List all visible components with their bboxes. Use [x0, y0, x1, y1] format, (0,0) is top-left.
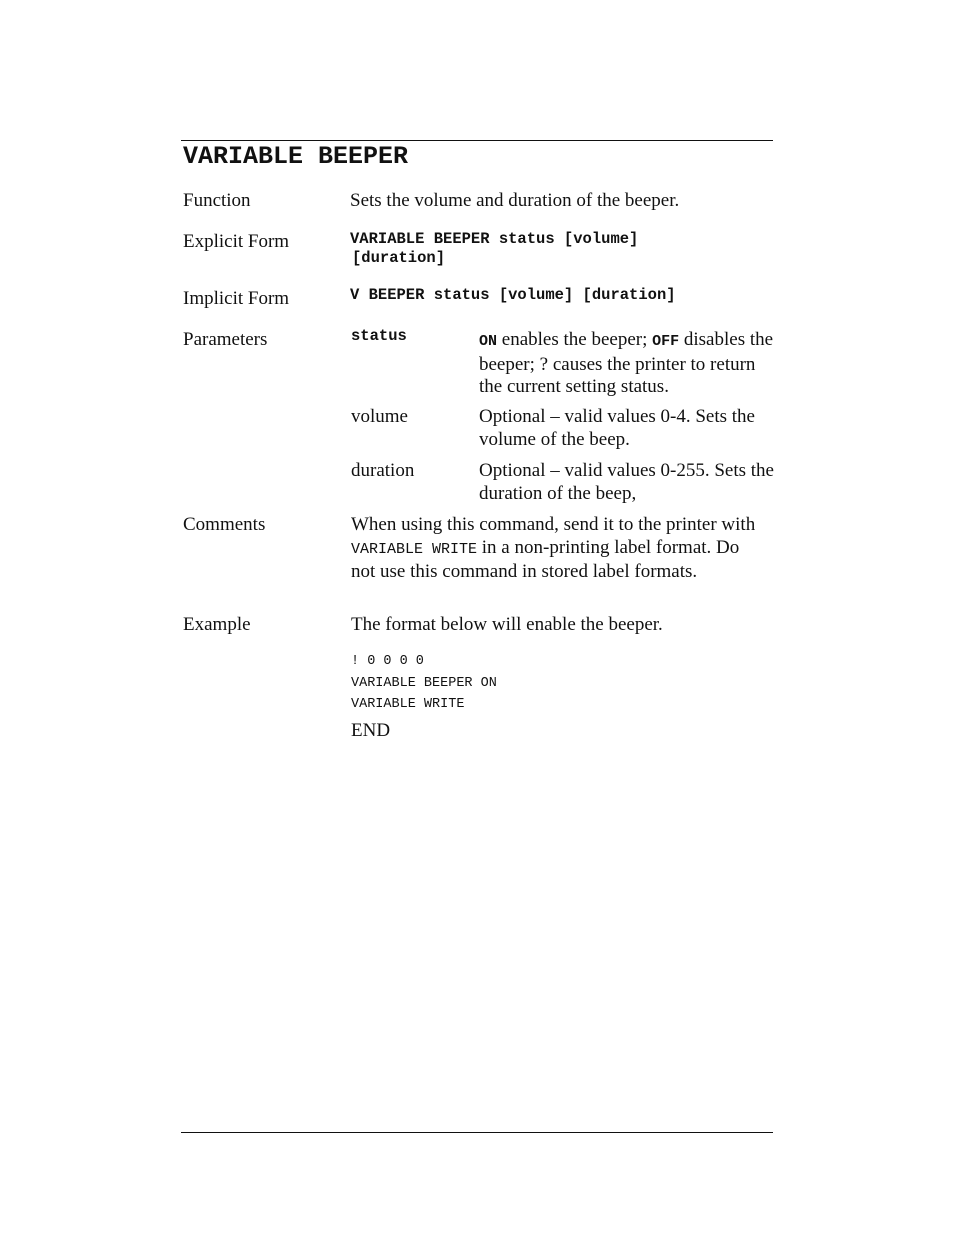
param-duration-name: duration [351, 460, 415, 481]
example-code-line-3: VARIABLE WRITE [351, 697, 465, 712]
function-label: Function [183, 190, 251, 211]
example-end: END [351, 720, 391, 741]
implicit-form-label: Implicit Form [183, 288, 290, 309]
param-status-name: status [351, 327, 407, 345]
parameters-label: Parameters [183, 329, 268, 350]
param-duration-desc: Optional – valid values 0-255. Sets the duration of the beep, [479, 460, 774, 504]
example-code-line-2: VARIABLE BEEPER ON [351, 676, 497, 691]
function-text: Sets the volume and duration of the beeper. [350, 190, 680, 211]
implicit-form-text: V BEEPER status [volume] [duration] [350, 286, 676, 304]
bottom-rule [181, 1132, 773, 1133]
example-label: Example [183, 614, 251, 635]
param-volume-name: volume [351, 406, 408, 427]
example-text: The format below will enable the beeper. [351, 614, 663, 635]
param-status-desc: ON enables the beeper; OFF disables the beeper; ? causes the printer to return the current setting status. [479, 329, 774, 397]
off-keyword: OFF [652, 333, 680, 350]
explicit-form-label: Explicit Form [183, 231, 290, 252]
explicit-form-line-1: VARIABLE BEEPER status [volume] [350, 230, 639, 248]
comments-label: Comments [183, 514, 266, 535]
top-rule [181, 140, 773, 141]
on-keyword: ON [479, 333, 498, 350]
comments-code: VARIABLE WRITE [351, 540, 478, 558]
param-volume-desc: Optional – valid values 0-4. Sets the volume of the beep. [479, 406, 755, 450]
page-title: VARIABLE BEEPER [183, 142, 409, 171]
comments-text: When using this command, send it to the printer with VARIABLE WRITE in a non-printing label format. Do not use this command in stored label formats. [351, 514, 756, 582]
explicit-form-line-2: [duration] [352, 249, 446, 267]
example-code-line-1: ! 0 0 0 0 [351, 654, 424, 669]
